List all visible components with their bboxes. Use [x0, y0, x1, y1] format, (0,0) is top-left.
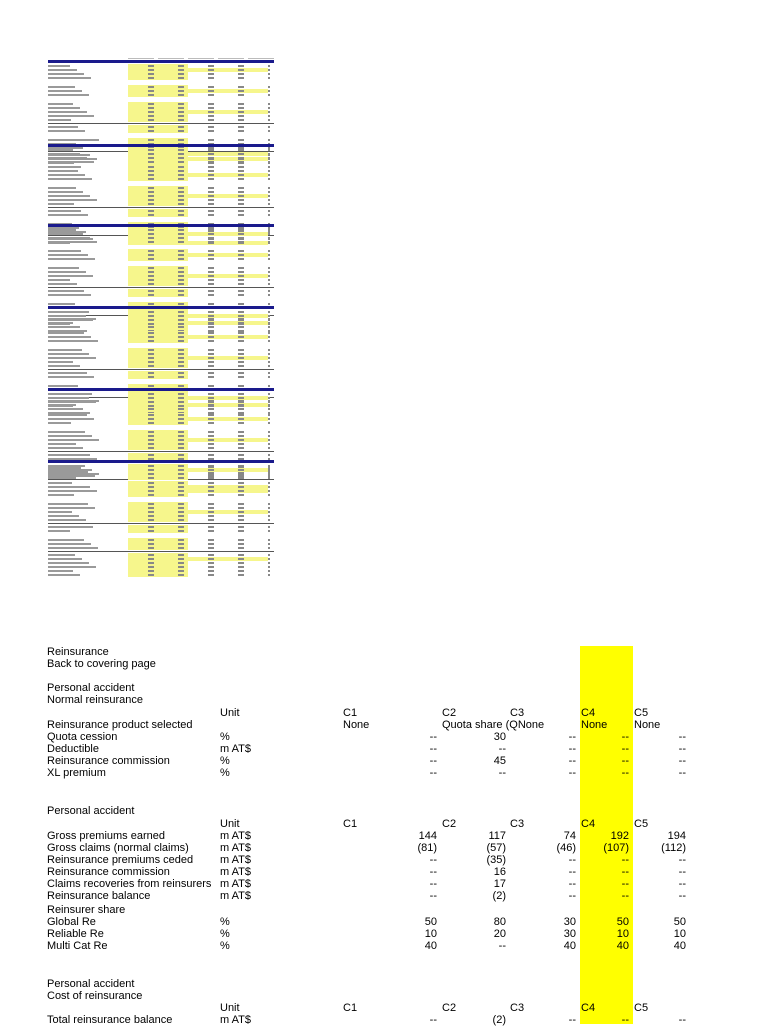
cell-c3[interactable]: -- [568, 854, 576, 866]
cell-c4[interactable]: None [581, 719, 608, 731]
thumbnail-row [48, 130, 274, 132]
thumbnail-row [48, 570, 274, 572]
header-c2: C2 [442, 818, 457, 830]
cell-c3[interactable]: -- [568, 755, 576, 767]
row-label: Quota cession [47, 731, 118, 743]
thumbnail-row [48, 385, 274, 387]
thumbnail-row [48, 357, 274, 359]
cell-c4[interactable]: -- [621, 854, 629, 866]
thumbnail-row [48, 233, 274, 235]
thumbnail-row [48, 290, 274, 292]
section-subtitle: Cost of reinsurance [47, 990, 143, 1002]
cell-c2[interactable]: (57) [486, 842, 506, 854]
thumbnail-row [48, 103, 274, 105]
cell-c5[interactable]: -- [678, 854, 686, 866]
cell-c2[interactable]: 17 [493, 878, 506, 890]
cell-c5[interactable]: -- [678, 866, 686, 878]
cell-c3[interactable]: 40 [563, 940, 576, 952]
thumbnail-row [48, 361, 274, 363]
cell-unit: m AT$ [220, 1014, 251, 1026]
thumbnail-section-bar [48, 224, 274, 227]
cell-c4[interactable]: -- [621, 767, 629, 779]
back-to-covering-page-link[interactable]: Back to covering page [47, 658, 156, 670]
section-title: Personal accident [47, 805, 135, 817]
section-title: Personal accident [47, 978, 135, 990]
header-c5: C5 [634, 818, 649, 830]
thumbnail-section-bar [48, 460, 274, 463]
section-title: Personal accident [47, 682, 135, 694]
thumbnail-rule [48, 369, 274, 370]
row-label: Deductible [47, 743, 99, 755]
cell-c3[interactable]: 30 [563, 916, 576, 928]
cell-c4[interactable]: -- [621, 755, 629, 767]
cell-c3[interactable]: -- [568, 743, 576, 755]
cell-unit: % [220, 916, 230, 928]
cell-unit: % [220, 731, 230, 743]
cell-c5[interactable]: -- [678, 1014, 686, 1026]
row-label: XL premium [47, 767, 106, 779]
thumbnail-row [48, 543, 274, 545]
cell-unit: % [220, 755, 230, 767]
sheet-title: Reinsurance [47, 646, 109, 658]
cell-c1[interactable]: 40 [424, 940, 437, 952]
thumbnail-row [48, 558, 274, 560]
thumbnail-row [48, 365, 274, 367]
cell-unit: % [220, 928, 230, 940]
sheet-thumbnail [48, 56, 274, 536]
thumbnail-row [48, 115, 274, 117]
cell-c1[interactable]: (81) [417, 842, 437, 854]
thumbnail-row [48, 443, 274, 445]
cell-c4[interactable]: 10 [616, 928, 629, 940]
thumbnail-row [48, 294, 274, 296]
thumbnail-row [48, 170, 274, 172]
row-label: Multi Cat Re [47, 940, 108, 952]
thumbnail-row [48, 237, 274, 239]
thumbnail-rule [48, 207, 274, 208]
header-c3: C3 [510, 707, 525, 719]
cell-c5[interactable]: -- [678, 731, 686, 743]
thumbnail-rule [48, 451, 274, 452]
thumbnail-row [48, 477, 274, 479]
thumbnail-row [48, 447, 274, 449]
thumbnail-row [48, 126, 274, 128]
thumbnail-rule [48, 551, 274, 552]
thumbnail-row [48, 393, 274, 395]
thumbnail-row [48, 271, 274, 273]
row-label: Gross claims (normal claims) [47, 842, 189, 854]
cell-c1[interactable]: -- [429, 731, 437, 743]
thumbnail-rule [48, 287, 274, 288]
thumbnail-header [128, 56, 274, 59]
cell-unit: m AT$ [220, 842, 251, 854]
thumbnail-row [48, 107, 274, 109]
cell-unit: % [220, 940, 230, 952]
row-label: Reinsurance premiums ceded [47, 854, 194, 866]
thumbnail-row [48, 515, 274, 517]
cell-c4[interactable]: -- [621, 890, 629, 902]
thumbnail-row [48, 507, 274, 509]
thumbnail-row [48, 539, 274, 541]
thumbnail-row [48, 574, 274, 576]
cell-c5[interactable]: 50 [673, 916, 686, 928]
cell-c3[interactable]: -- [568, 767, 576, 779]
thumbnail-row [48, 336, 274, 338]
cell-unit: m AT$ [220, 830, 251, 842]
row-label: Reinsurance product selected [47, 719, 193, 731]
thumbnail-rule [48, 123, 274, 124]
thumbnail-row [48, 465, 274, 467]
cell-c3[interactable]: (46) [556, 842, 576, 854]
thumbnail-row [48, 90, 274, 92]
cell-c1[interactable]: None [343, 719, 370, 731]
thumbnail-row [48, 439, 274, 441]
thumbnail-row [48, 340, 274, 342]
cell-c2[interactable]: (2) [492, 890, 506, 902]
cell-c2[interactable]: 30 [493, 731, 506, 743]
thumbnail-row [48, 414, 274, 416]
thumbnail-row [48, 229, 274, 231]
thumbnail-row [48, 494, 274, 496]
cell-c2[interactable]: 20 [493, 928, 506, 940]
header-c1: C1 [343, 818, 358, 830]
cell-c3[interactable]: -- [568, 866, 576, 878]
thumbnail-row [48, 372, 274, 374]
cell-c5[interactable]: -- [678, 767, 686, 779]
cell-c1[interactable]: -- [429, 767, 437, 779]
reinsurer-share-label: Reinsurer share [47, 904, 126, 916]
thumbnail-row [48, 401, 274, 403]
header-unit: Unit [220, 818, 240, 830]
thumbnail-section-bar [48, 60, 274, 63]
thumbnail-row [48, 530, 274, 532]
header-c3: C3 [510, 1002, 525, 1014]
cell-c2[interactable]: 80 [493, 916, 506, 928]
thumbnail-row [48, 422, 274, 424]
thumbnail-row [48, 473, 274, 475]
thumbnail-row [48, 376, 274, 378]
cell-c1[interactable]: -- [429, 854, 437, 866]
section-subtitle: Normal reinsurance [47, 694, 143, 706]
cell-c2[interactable]: -- [498, 743, 506, 755]
cell-c1[interactable]: -- [429, 866, 437, 878]
thumbnail-row [48, 486, 274, 488]
cell-c1[interactable]: 144 [418, 830, 437, 842]
header-c4: C4 [581, 1002, 596, 1014]
thumbnail-row [48, 250, 274, 252]
header-c2: C2 [442, 1002, 457, 1014]
cell-c3[interactable]: -- [568, 731, 576, 743]
cell-c1[interactable]: -- [429, 755, 437, 767]
cell-c4[interactable]: -- [621, 878, 629, 890]
thumbnail-row [48, 187, 274, 189]
thumbnail-row [48, 418, 274, 420]
cell-c3[interactable]: -- [568, 878, 576, 890]
cell-c3[interactable]: -- [568, 890, 576, 902]
thumbnail-row [48, 303, 274, 305]
cell-c5[interactable]: -- [678, 755, 686, 767]
cell-c2[interactable]: 16 [493, 866, 506, 878]
thumbnail-row [48, 174, 274, 176]
cell-c1[interactable]: -- [429, 890, 437, 902]
row-label: Total reinsurance balance [47, 1014, 173, 1026]
cell-unit: m AT$ [220, 866, 251, 878]
cell-unit: m AT$ [220, 890, 251, 902]
thumbnail-row [48, 195, 274, 197]
header-c4: C4 [581, 707, 596, 719]
header-unit: Unit [220, 1002, 240, 1014]
thumbnail-row [48, 526, 274, 528]
thumbnail-rule [48, 523, 274, 524]
cell-c5[interactable]: None [634, 719, 661, 731]
row-label: Reliable Re [47, 928, 104, 940]
thumbnail-row [48, 73, 274, 75]
thumbnail-row [48, 562, 274, 564]
cell-c4[interactable]: -- [621, 1014, 629, 1026]
cell-c2[interactable]: -- [498, 767, 506, 779]
cell-c5[interactable]: 194 [667, 830, 686, 842]
header-c4: C4 [581, 818, 596, 830]
row-label: Reinsurance commission [47, 866, 170, 878]
thumbnail-section-bar [48, 388, 274, 391]
thumbnail-row [48, 353, 274, 355]
thumbnail-row [48, 161, 274, 163]
header-c3: C3 [510, 818, 525, 830]
thumbnail-row [48, 77, 274, 79]
thumbnail-row [48, 311, 274, 313]
row-label: Reinsurance balance [47, 890, 151, 902]
thumbnail-row [48, 397, 274, 399]
cell-c4[interactable]: (107) [603, 842, 629, 854]
thumbnail-row [48, 267, 274, 269]
thumbnail-row [48, 241, 274, 243]
cell-c3[interactable]: 74 [563, 830, 576, 842]
thumbnail-section-bar [48, 144, 274, 147]
cell-c5[interactable]: -- [678, 890, 686, 902]
thumbnail-row [48, 119, 274, 121]
thumbnail-row [48, 199, 274, 201]
cell-c4[interactable]: -- [621, 743, 629, 755]
thumbnail-row [48, 490, 274, 492]
thumbnail-row [48, 111, 274, 113]
cell-unit: m AT$ [220, 743, 251, 755]
thumbnail-row [48, 566, 274, 568]
row-label: Global Re [47, 916, 96, 928]
thumbnail-row [48, 157, 274, 159]
thumbnail-row [48, 191, 274, 193]
thumbnail-row [48, 210, 274, 212]
thumbnail-row [48, 69, 274, 71]
thumbnail-section [48, 460, 274, 576]
thumbnail-row [48, 275, 274, 277]
thumbnail-row [48, 214, 274, 216]
thumbnail-section-bar [48, 306, 274, 309]
thumbnail-row [48, 203, 274, 205]
cell-c3[interactable]: -- [568, 1014, 576, 1026]
header-c5: C5 [634, 707, 649, 719]
thumbnail-row [48, 153, 274, 155]
header-c2: C2 [442, 707, 457, 719]
thumbnail-row [48, 279, 274, 281]
cell-c1[interactable]: 50 [424, 916, 437, 928]
row-label: Gross premiums earned [47, 830, 165, 842]
cell-c3[interactable]: 30 [563, 928, 576, 940]
thumbnail-row [48, 454, 274, 456]
thumbnail-row [48, 554, 274, 556]
cell-c2[interactable]: 45 [493, 755, 506, 767]
header-c5: C5 [634, 1002, 649, 1014]
cell-c4[interactable]: -- [621, 866, 629, 878]
cell-c1[interactable]: -- [429, 743, 437, 755]
cell-c4[interactable]: -- [621, 731, 629, 743]
cell-c5[interactable]: (112) [661, 842, 686, 854]
thumbnail-row [48, 149, 274, 151]
thumbnail-row [48, 258, 274, 260]
cell-c2[interactable]: (35) [486, 854, 506, 866]
cell-c4[interactable]: 192 [610, 830, 629, 842]
thumbnail-row [48, 254, 274, 256]
cell-c5[interactable]: -- [678, 878, 686, 890]
thumbnail-row [48, 65, 274, 67]
header-c1: C1 [343, 707, 358, 719]
thumbnail-row [48, 431, 274, 433]
thumbnail-row [48, 519, 274, 521]
cell-c5[interactable]: 10 [673, 928, 686, 940]
thumbnail-row [48, 547, 274, 549]
thumbnail-row [48, 435, 274, 437]
cell-unit: m AT$ [220, 878, 251, 890]
thumbnail-row [48, 315, 274, 317]
cell-c5[interactable]: -- [678, 743, 686, 755]
thumbnail-row [48, 503, 274, 505]
cell-c1[interactable]: 10 [424, 928, 437, 940]
header-unit: Unit [220, 707, 240, 719]
thumbnail-row [48, 349, 274, 351]
cell-c2[interactable]: (2) [492, 1014, 506, 1026]
header-c1: C1 [343, 1002, 358, 1014]
cell-unit: m AT$ [220, 854, 251, 866]
cell-unit: % [220, 767, 230, 779]
thumbnail-row [48, 319, 274, 321]
thumbnail-row [48, 283, 274, 285]
thumbnail-row [48, 332, 274, 334]
cell-c4[interactable]: 40 [616, 940, 629, 952]
thumbnail-row [48, 405, 274, 407]
thumbnail-row [48, 323, 274, 325]
thumbnail-row [48, 511, 274, 513]
cell-c2[interactable]: -- [498, 940, 506, 952]
cell-c2[interactable]: Quota share (QNone [442, 719, 545, 731]
cell-c5[interactable]: 40 [673, 940, 686, 952]
cell-c1[interactable]: -- [429, 1014, 437, 1026]
cell-c4[interactable]: 50 [616, 916, 629, 928]
cell-c1[interactable]: -- [429, 878, 437, 890]
thumbnail-row [48, 139, 274, 141]
row-label: Reinsurance commission [47, 755, 170, 767]
thumbnail-row [48, 178, 274, 180]
thumbnail-row [48, 94, 274, 96]
thumbnail-row [48, 86, 274, 88]
cell-c2[interactable]: 117 [488, 830, 506, 842]
thumbnail-row [48, 469, 274, 471]
row-label: Claims recoveries from reinsurers [47, 878, 212, 890]
